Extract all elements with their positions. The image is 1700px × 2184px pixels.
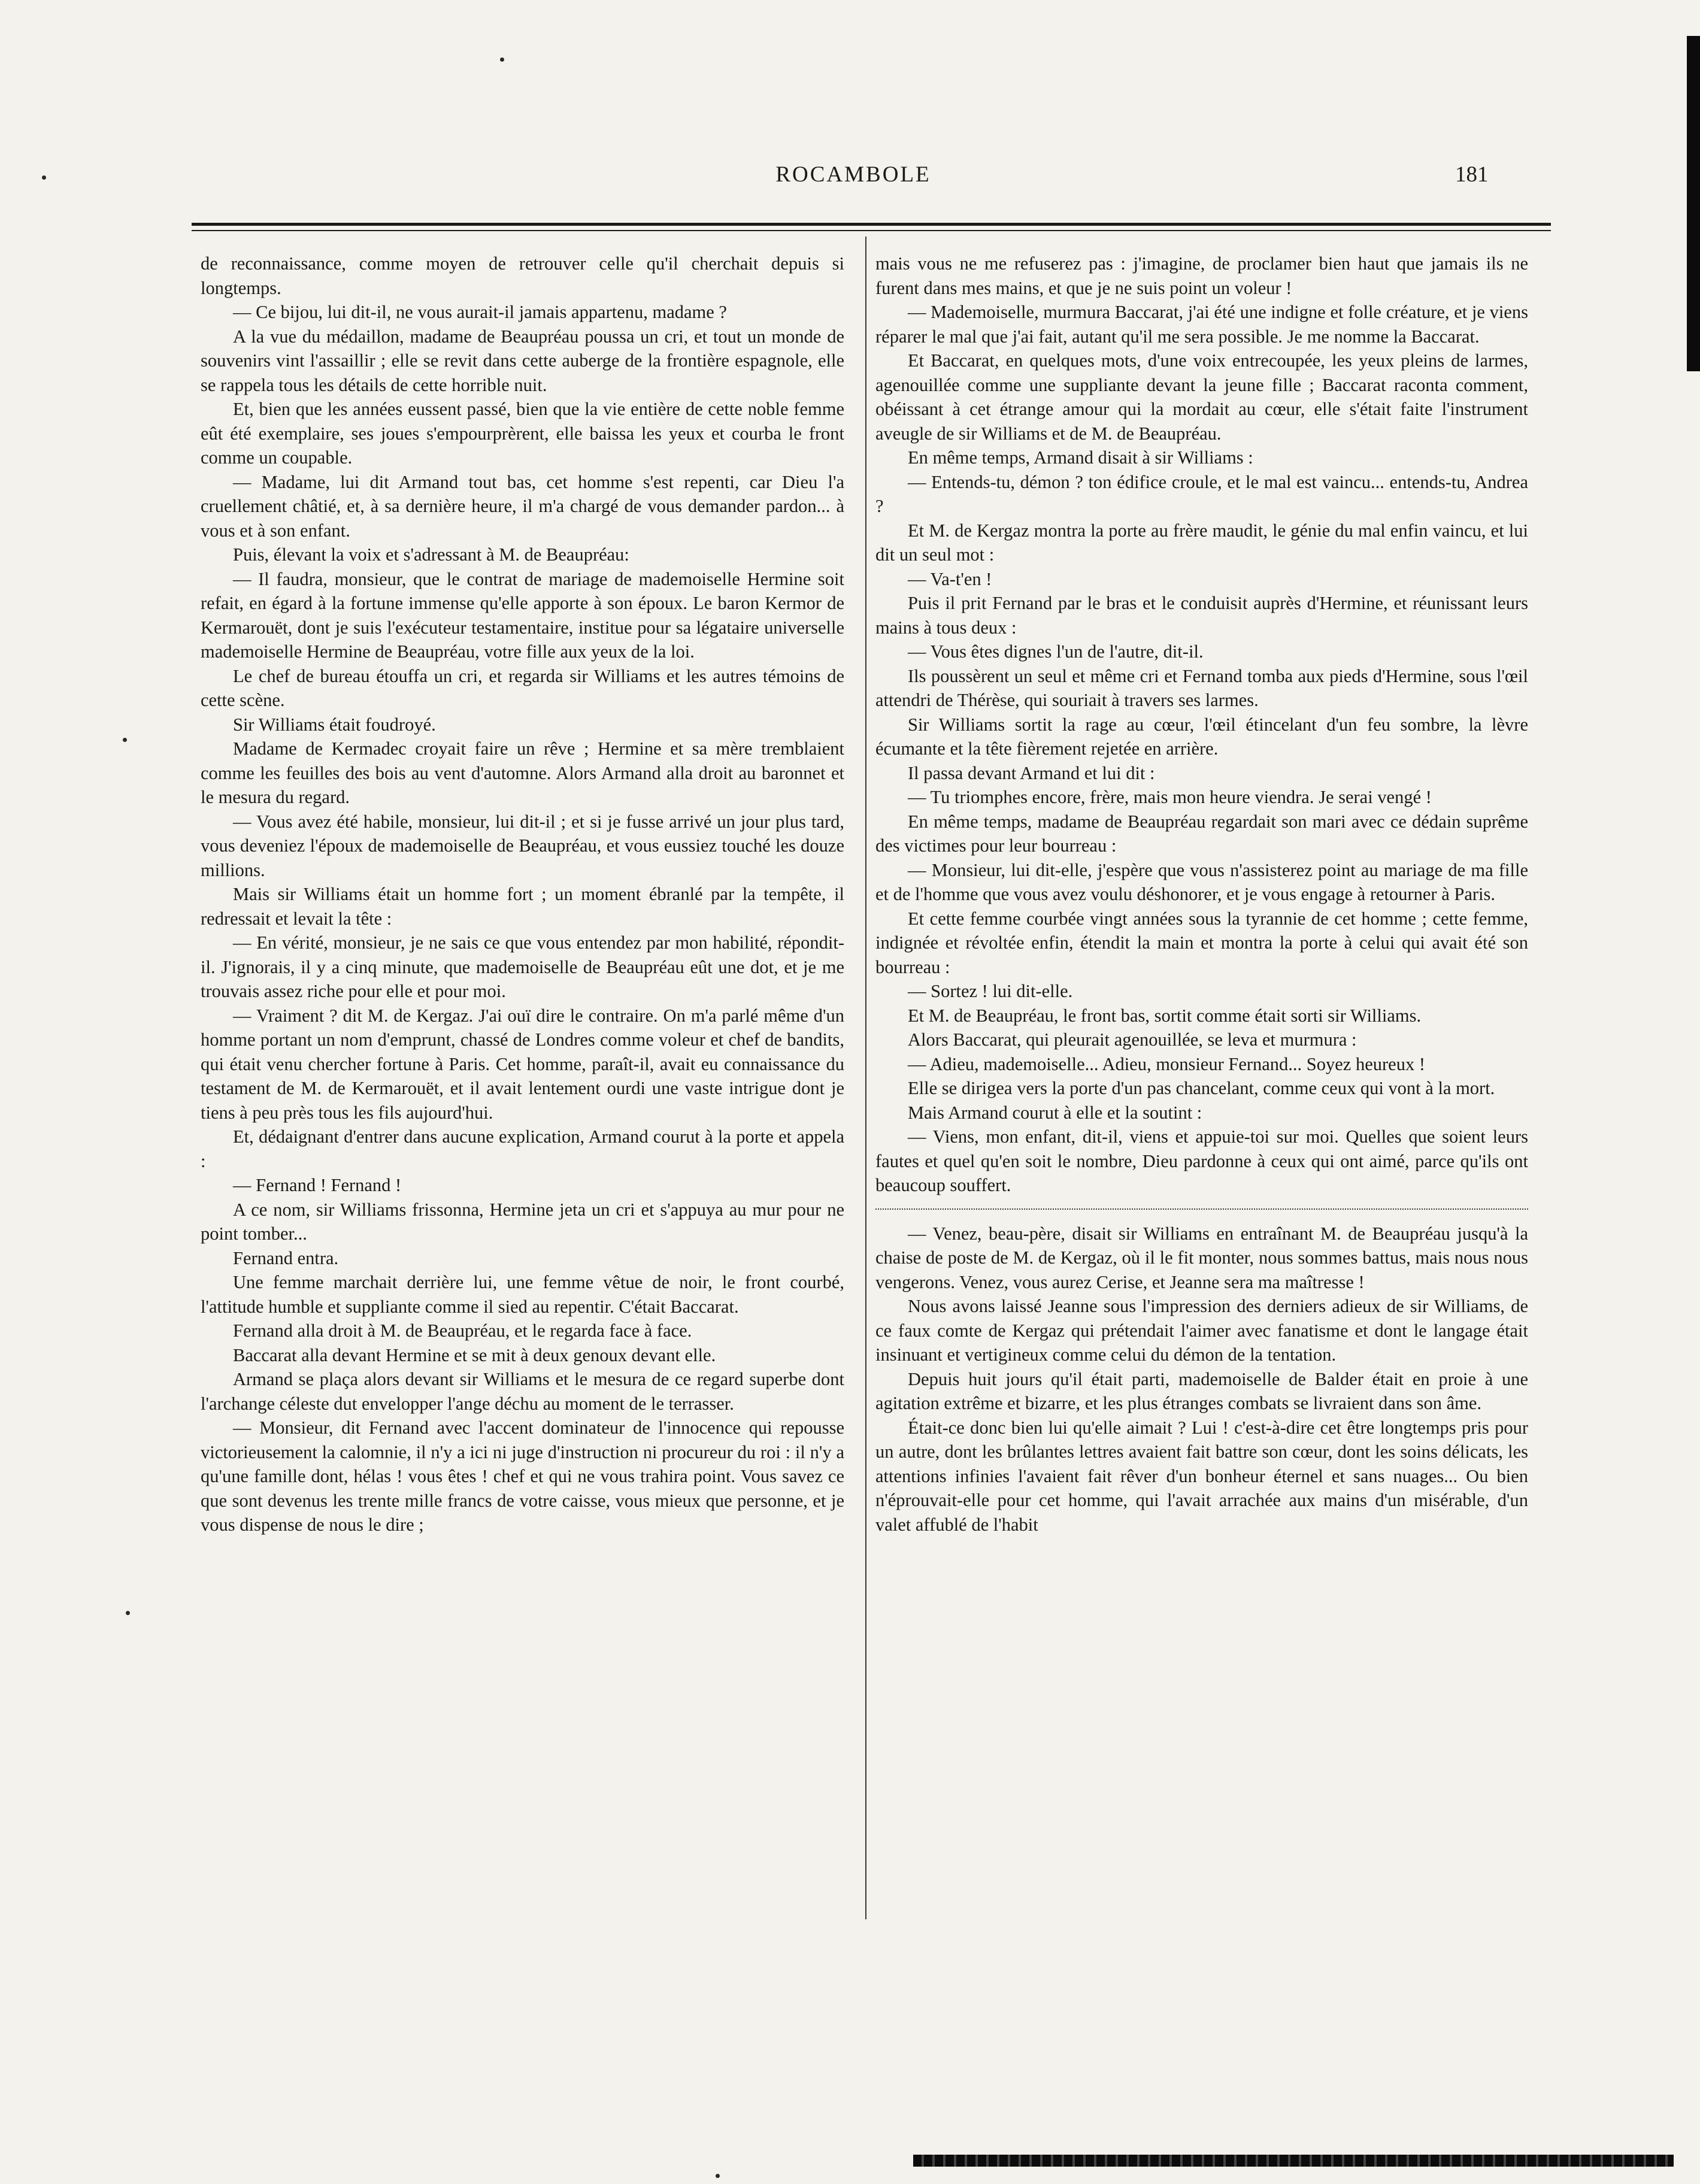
left-column-paragraph: A ce nom, sir Williams frissonna, Hermine jeta un cri et s'appuya au mur pour ne point tomber... bbox=[201, 1199, 844, 1244]
right-column-paragraph: — Tu triomphes encore, frère, mais mon heure viendra. Je serai vengé ! bbox=[908, 787, 1432, 807]
scan-edge-bar bbox=[1687, 36, 1700, 371]
right-column-paragraph: — Monsieur, lui dit-elle, j'espère que vous n'assisterez point au mariage de ma fille et de l'homme que vous avez voulu déshonorer, et je vous engage à retourner à Paris. bbox=[875, 859, 1528, 904]
right-column-paragraph: — Sortez ! lui dit-elle. bbox=[908, 981, 1073, 1001]
scan-edge-strip bbox=[913, 2155, 1674, 2167]
left-column-paragraph: Sir Williams était foudroyé. bbox=[233, 714, 436, 735]
left-column-paragraph: — Il faudra, monsieur, que le contrat de mariage de mademoiselle Hermine soit refait, en égard à la fortune immense qu'elle apporte à son époux. Le baron Kermor de Kermarouët, dont je suis l'exécuteur testamentaire, institue pour sa légataire universelle mademoiselle Hermine de Beaupréau, votre fille aux yeux de la loi. bbox=[201, 568, 844, 662]
right-column-paragraph: Puis il prit Fernand par le bras et le conduisit auprès d'Hermine, et réunissant leurs mains à tous deux : bbox=[875, 593, 1528, 638]
right-column-paragraph: Et Baccarat, en quelques mots, d'une voix entrecoupée, les yeux pleins de larmes, agenouillée comme une suppliante devant la jeune fille ; Baccarat raconta comment, obéissant à cet étrange amour qui la mordait au cœur, elle s'était faite l'instrument aveugle de sir Williams et de M. de Beaupréau. bbox=[875, 350, 1528, 444]
left-column-paragraph: — En vérité, monsieur, je ne sais ce que vous entendez par mon habilité, répondit-il. J'ignorais, il y a cinq minute, que mademoiselle de Beaupréau eût une dot, et je me trouvais assez riche pour elle et pour moi. bbox=[201, 932, 844, 1001]
right-column-paragraph: — Venez, beau-père, disait sir Williams en entraînant M. de Beaupréau jusqu'à la chaise de poste de M. de Kergaz, où il le fit monter, nous sommes battus, mais nous nous vengerons. Venez, vous aurez Cerise, et Jeanne sera ma maîtresse ! bbox=[875, 1223, 1528, 1292]
right-column-paragraph: Et M. de Beaupréau, le front bas, sortit comme était sorti sir Williams. bbox=[908, 1005, 1422, 1026]
left-column-paragraph: Armand se plaça alors devant sir Williams et le mesura de ce regard superbe dont l'archange céleste dut envelopper l'ange déchu au moment de le terrasser. bbox=[201, 1369, 844, 1414]
left-column-paragraph: Et, dédaignant d'entrer dans aucune explication, Armand courut à la porte et appela : bbox=[201, 1126, 844, 1171]
left-column-paragraph: Fernand entra. bbox=[233, 1247, 339, 1268]
scan-speck bbox=[126, 1611, 130, 1615]
right-column-paragraph: — Adieu, mademoiselle... Adieu, monsieur Fernand... Soyez heureux ! bbox=[908, 1053, 1425, 1074]
header-rule-thin bbox=[192, 230, 1551, 231]
left-column-paragraph: — Monsieur, dit Fernand avec l'accent dominateur de l'innocence qui repousse victorieusement la calomnie, il n'y a ici ni juge d'instruction ni procureur du roi : il n'y a qu'une famille dont, hélas ! vous êtes ! chef et qui ne vous trahira point. Vous savez ce que sont devenus les trente mille francs de votre caisse, vous mieux que personne, et je vous dispense de nous le dire ; bbox=[201, 1417, 844, 1535]
right-column-paragraph: — Entends-tu, démon ? ton édifice croule, et le mal est vaincu... entends-tu, Andrea ? bbox=[875, 471, 1528, 516]
right-column-paragraph: Était-ce donc bien lui qu'elle aimait ? Lui ! c'est-à-dire cet être longtemps pris pour un autre, dont les brûlantes lettres avaient fait battre son cœur, dont les soins délicats, les attentions infinies l'avaient fait rêver d'un bonheur éternel et sans nuages... Ou bien n'éprouvait-elle pour cet homme, qui l'avait arrachée aux mains d'un misérable, d'un valet affublé de l'habit bbox=[875, 1417, 1528, 1535]
left-column bbox=[201, 252, 844, 1537]
right-column-paragraph: — Mademoiselle, murmura Baccarat, j'ai été une indigne et folle créature, et je viens réparer le mal que j'ai fait, autant qu'il me sera possible. Je me nomme la Baccarat. bbox=[875, 302, 1528, 347]
column-divider bbox=[865, 237, 866, 1919]
right-column bbox=[875, 252, 1528, 1537]
left-column-paragraph: Mais sir Williams était un homme fort ; un moment ébranlé par la tempête, il redressait et levait la tête : bbox=[201, 884, 844, 929]
right-column-paragraph: Et cette femme courbée vingt années sous la tyrannie de cet homme ; cette femme, indignée et révoltée enfin, étendit la main et montra la porte à celui qui avait été son bourreau : bbox=[875, 908, 1528, 977]
left-column-paragraph: Le chef de bureau étouffa un cri, et regarda sir Williams et les autres témoins de cette scène. bbox=[201, 665, 844, 710]
left-column-paragraph: — Ce bijou, lui dit-il, ne vous aurait-il jamais appartenu, madame ? bbox=[233, 302, 727, 322]
right-column-paragraph: Mais Armand courut à elle et la soutint : bbox=[908, 1102, 1202, 1123]
right-column-paragraph: Elle se dirigea vers la porte d'un pas chancelant, comme ceux qui vont à la mort. bbox=[908, 1078, 1495, 1098]
right-column-paragraph: — Viens, mon enfant, dit-il, viens et appuie-toi sur moi. Quelles que soient leurs fautes et quel qu'en soit le nombre, Dieu pardonne à ceux qui ont aimé, parce qu'ils ont beaucoup souffert. bbox=[875, 1126, 1528, 1195]
scan-speck bbox=[42, 175, 46, 180]
left-column-paragraph: — Fernand ! Fernand ! bbox=[233, 1175, 402, 1195]
scan-speck bbox=[716, 2174, 720, 2178]
page-number: 181 bbox=[1455, 162, 1489, 187]
left-column-paragraph: — Madame, lui dit Armand tout bas, cet homme s'est repenti, car Dieu l'a cruellement châtié, et, à sa dernière heure, il m'a chargé de vous demander pardon... à vous et à son enfant. bbox=[201, 471, 844, 541]
right-column-paragraph: Sir Williams sortit la rage au cœur, l'œil étincelant d'un feu sombre, la lèvre écumante et la tête fièrement rejetée en arrière. bbox=[875, 714, 1528, 759]
left-column-paragraph: de reconnaissance, comme moyen de retrouver celle qu'il cherchait depuis si longtemps. bbox=[201, 253, 844, 298]
left-column-paragraph: Baccarat alla devant Hermine et se mit à deux genoux devant elle. bbox=[233, 1344, 716, 1365]
right-column-paragraph: Alors Baccarat, qui pleurait agenouillée, se leva et murmura : bbox=[908, 1029, 1357, 1050]
scan-speck bbox=[500, 57, 504, 62]
right-column-paragraph: Il passa devant Armand et lui dit : bbox=[908, 762, 1155, 783]
header-rule-thick bbox=[192, 223, 1551, 226]
right-column-paragraph: — Va-t'en ! bbox=[908, 568, 992, 589]
right-column-paragraph: Nous avons laissé Jeanne sous l'impression des derniers adieux de sir Williams, de ce faux comte de Kergaz qui prétendait l'aimer avec fanatisme et dont le langage était insinuant et vertigineux comme celui du démon de la tentation. bbox=[875, 1296, 1528, 1365]
right-column-paragraph: En même temps, Armand disait à sir Williams : bbox=[908, 447, 1253, 468]
right-column-paragraph: mais vous ne me refuserez pas : j'imagine, de proclamer bien haut que jamais ils ne furent dans mes mains, et que je ne suis point un voleur ! bbox=[875, 253, 1528, 298]
section-separator bbox=[875, 1200, 1528, 1210]
right-column-paragraph: Ils poussèrent un seul et même cri et Fernand tomba aux pieds d'Hermine, sous l'œil attendri de Thérèse, qui souriait à travers ses larmes. bbox=[875, 665, 1528, 710]
left-column-paragraph: A la vue du médaillon, madame de Beaupréau poussa un cri, et tout un monde de souvenirs vint l'assaillir ; elle se revit dans cette auberge de la frontière espagnole, elle se rappela tous les détails de cette horrible nuit. bbox=[201, 326, 844, 395]
running-title: ROCAMBOLE bbox=[775, 162, 931, 187]
scan-speck bbox=[123, 738, 127, 742]
left-column-paragraph: Puis, élevant la voix et s'adressant à M. de Beaupréau: bbox=[233, 544, 629, 565]
left-column-paragraph: — Vraiment ? dit M. de Kergaz. J'ai ouï dire le contraire. On m'a parlé même d'un homme portant un nom d'emprunt, chassé de Londres comme voleur et chef de bandits, qui était venu chercher fortune à Paris. Cet homme, paraît-il, avait eu connaissance du testament de M. de Kermarouët, et il avait lentement ourdi une vaste intrigue dont je tiens à peu près tous les fils aujourd'hui. bbox=[201, 1005, 844, 1123]
right-column-paragraph: Et M. de Kergaz montra la porte au frère maudit, le génie du mal enfin vaincu, et lui dit un seul mot : bbox=[875, 520, 1528, 565]
right-column-paragraph: Depuis huit jours qu'il était parti, mademoiselle de Balder était en proie à une agitation extrême et bizarre, et les plus étranges combats se livraient dans son âme. bbox=[875, 1368, 1528, 1413]
right-column-paragraph: — Vous êtes dignes l'un de l'autre, dit-il. bbox=[908, 641, 1204, 662]
left-column-paragraph: Et, bien que les années eussent passé, bien que la vie entière de cette noble femme eût été exemplaire, ses joues s'empourprèrent, elle baissa les yeux et courba le front comme un coupable. bbox=[201, 399, 844, 468]
left-column-paragraph: — Vous avez été habile, monsieur, lui dit-il ; et si je fusse arrivé un jour plus tard, vous deveniez l'époux de mademoiselle de Beaupréau, et vous eussiez touché les douze millions. bbox=[201, 811, 844, 880]
left-column-paragraph: Fernand alla droit à M. de Beaupréau, et le regarda face à face. bbox=[233, 1320, 692, 1341]
left-column-paragraph: Une femme marchait derrière lui, une femme vêtue de noir, le front courbé, l'attitude humble et suppliante comme il sied au repentir. C'était Baccarat. bbox=[201, 1272, 844, 1317]
right-column-paragraph: En même temps, madame de Beaupréau regardait son mari avec ce dédain suprême des victimes pour leur bourreau : bbox=[875, 811, 1528, 856]
left-column-paragraph: Madame de Kermadec croyait faire un rêve ; Hermine et sa mère tremblaient comme les feuilles des bois au vent d'automne. Alors Armand alla droit au baronnet et le mesura du regard. bbox=[201, 738, 844, 807]
